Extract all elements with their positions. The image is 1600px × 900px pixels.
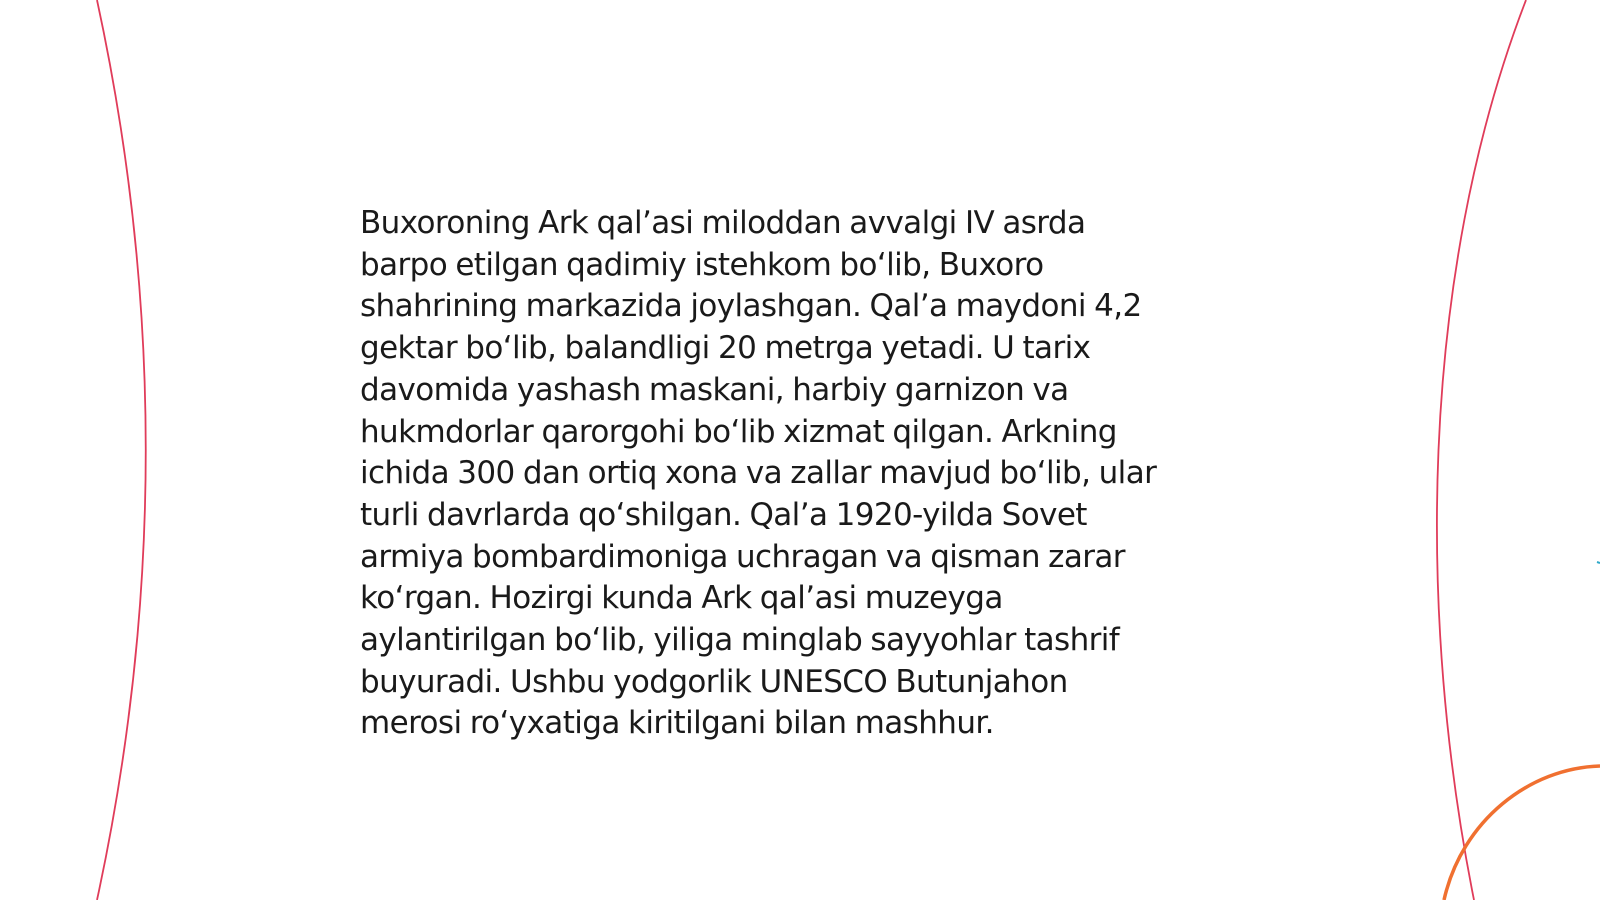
right-arc-line (1437, 0, 1526, 900)
paragraph-line: Buxoroning Ark qal’asi miloddan avvalgi IV asrda (360, 205, 1086, 241)
paragraph-line: aylantirilgan bo‘lib, yiliga minglab sayyohlar tashrif (360, 622, 1120, 659)
corner-orange-arc (1444, 766, 1600, 900)
paragraph-line: gektar bo‘lib, balandligi 20 metrga yetadi. U tarix (360, 330, 1091, 367)
paragraph-line: turli davrlarda qo‘shilgan. Qal’a 1920-yilda Sovet (360, 496, 1087, 533)
paragraph-line: ichida 300 dan ortiq xona va zallar mavjud bo‘lib, ular (360, 455, 1157, 492)
body-paragraph (360, 203, 1240, 745)
paragraph-line: armiya bombardimoniga uchragan va qisman zarar (360, 538, 1125, 575)
left-arc-line (97, 0, 146, 900)
paragraph-line: ko‘rgan. Hozirgi kunda Ark qal’asi muzeyga (360, 580, 1003, 617)
paragraph-line: buyuradi. Ushbu yodgorlik UNESCO Butunjahon (360, 663, 1068, 700)
paragraph-line: barpo etilgan qadimiy istehkom bo‘lib, Buxoro (360, 246, 1044, 283)
paragraph-line: shahrining markazida joylashgan. Qal’a maydoni 4,2 (360, 288, 1142, 325)
paragraph-line: hukmdorlar qarorgohi bo‘lib xizmat qilgan. Arkning (360, 413, 1117, 450)
paragraph-line: davomida yashash maskani, harbiy garnizon va (360, 371, 1069, 408)
paragraph-line: merosi ro‘yxatiga kiritilgani bilan mashhur. (360, 705, 994, 742)
